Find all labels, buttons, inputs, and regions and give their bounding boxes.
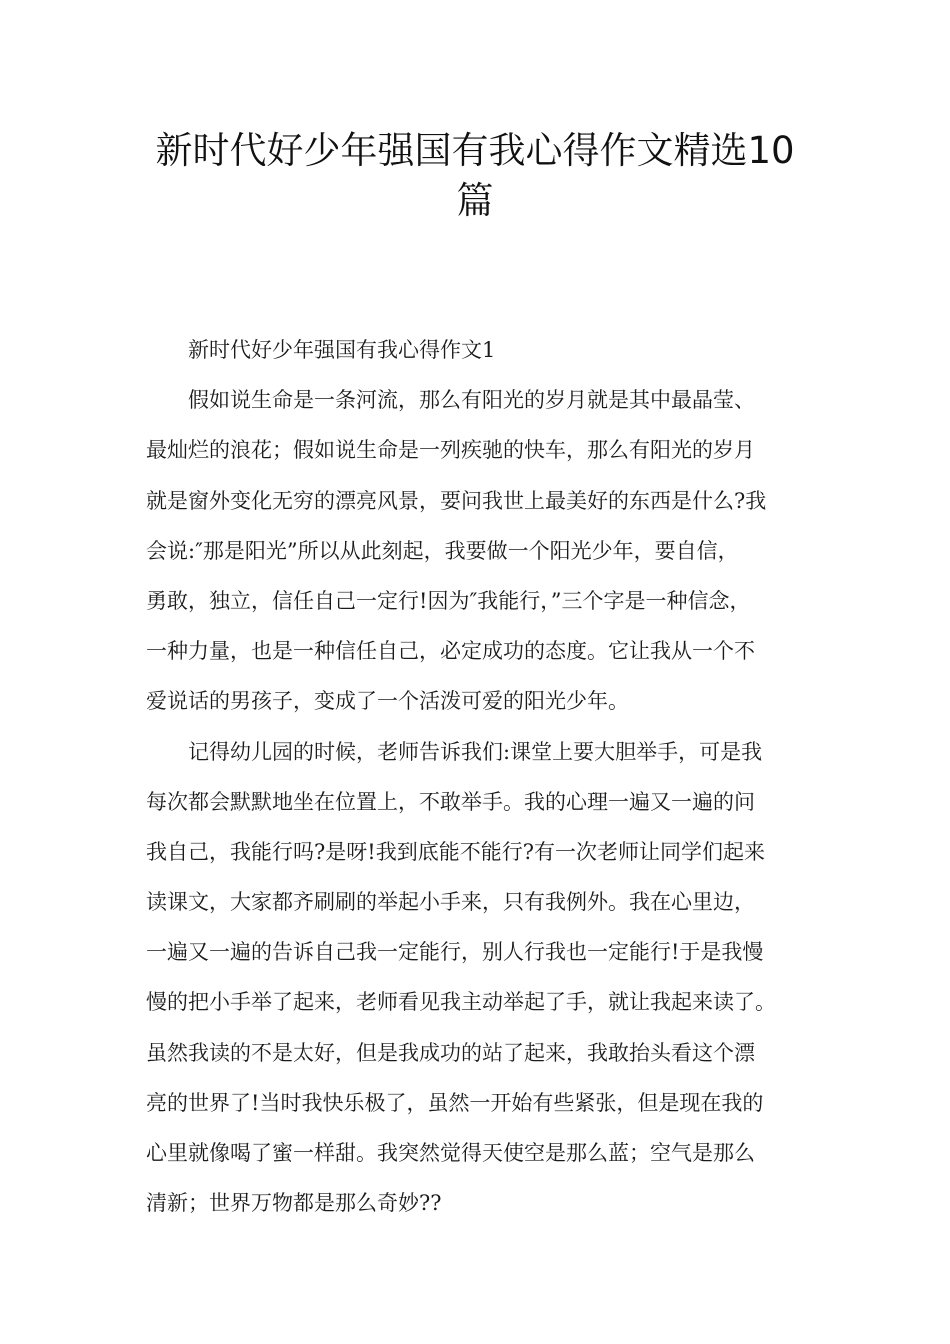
paragraph-line: 假如说生命是一条河流，那么有阳光的岁月就是其中最晶莹、: [188, 388, 755, 413]
paragraph-2: [146, 727, 806, 1229]
paragraph-line: 每次都会默默地坐在位置上，不敢举手。我的心理一遍又一遍的问: [146, 789, 755, 814]
paragraph-line: 勇敢，独立，信任自己一定行!因为″我能行，”三个字是一种信念，: [146, 588, 751, 613]
paragraph-1: [146, 375, 806, 726]
document-title: [120, 126, 830, 226]
document-body: [146, 325, 806, 1228]
paragraph-line: 爱说话的男孩子，变成了一个活泼可爱的阳光少年。: [146, 689, 629, 714]
paragraph-line: 记得幼儿园的时候，老师告诉我们:课堂上要大胆举手，可是我: [188, 739, 763, 764]
document-title-line-1: 新时代好少年强国有我心得作文精选10: [155, 129, 795, 172]
paragraph-line: 一种力量，也是一种信任自己，必定成功的态度。它让我从一个不: [146, 639, 755, 664]
paragraph-line: 心里就像喝了蜜一样甜。我突然觉得天使空是那么蓝；空气是那么: [146, 1141, 755, 1165]
paragraph-line: 虽然我读的不是太好，但是我成功的站了起来，我敢抬头看这个漂: [146, 1040, 755, 1065]
paragraph-line: 会说:″那是阳光”所以从此刻起，我要做一个阳光少年，要自信，: [146, 538, 739, 563]
paragraph-line: 我自己，我能行吗?是呀!我到底能不能行?有一次老师让同学们起来: [146, 839, 765, 864]
section-heading: 新时代好少年强国有我心得作文1: [188, 338, 496, 362]
paragraph-line: 清新；世界万物都是那么奇妙??: [146, 1191, 442, 1216]
paragraph-line: 一遍又一遍的告诉自己我一定能行，别人行我也一定能行!于是我慢: [146, 940, 764, 965]
paragraph-line: 读课文，大家都齐刷刷的举起小手来，只有我例外。我在心里边，: [146, 890, 755, 915]
paragraph-line: 亮的世界了!当时我快乐极了，虽然一开始有些紧张，但是现在我的: [146, 1090, 764, 1115]
document-title-line-2: 篇: [456, 179, 494, 222]
paragraph-line: 慢的把小手举了起来，老师看见我主动举起了手，就让我起来读了。: [146, 990, 776, 1015]
paragraph-line: 就是窗外变化无穷的漂亮风景，要问我世上最美好的东西是什么?我: [146, 488, 767, 513]
paragraph-line: 最灿烂的浪花；假如说生命是一列疾驰的快车，那么有阳光的岁月: [146, 438, 755, 463]
